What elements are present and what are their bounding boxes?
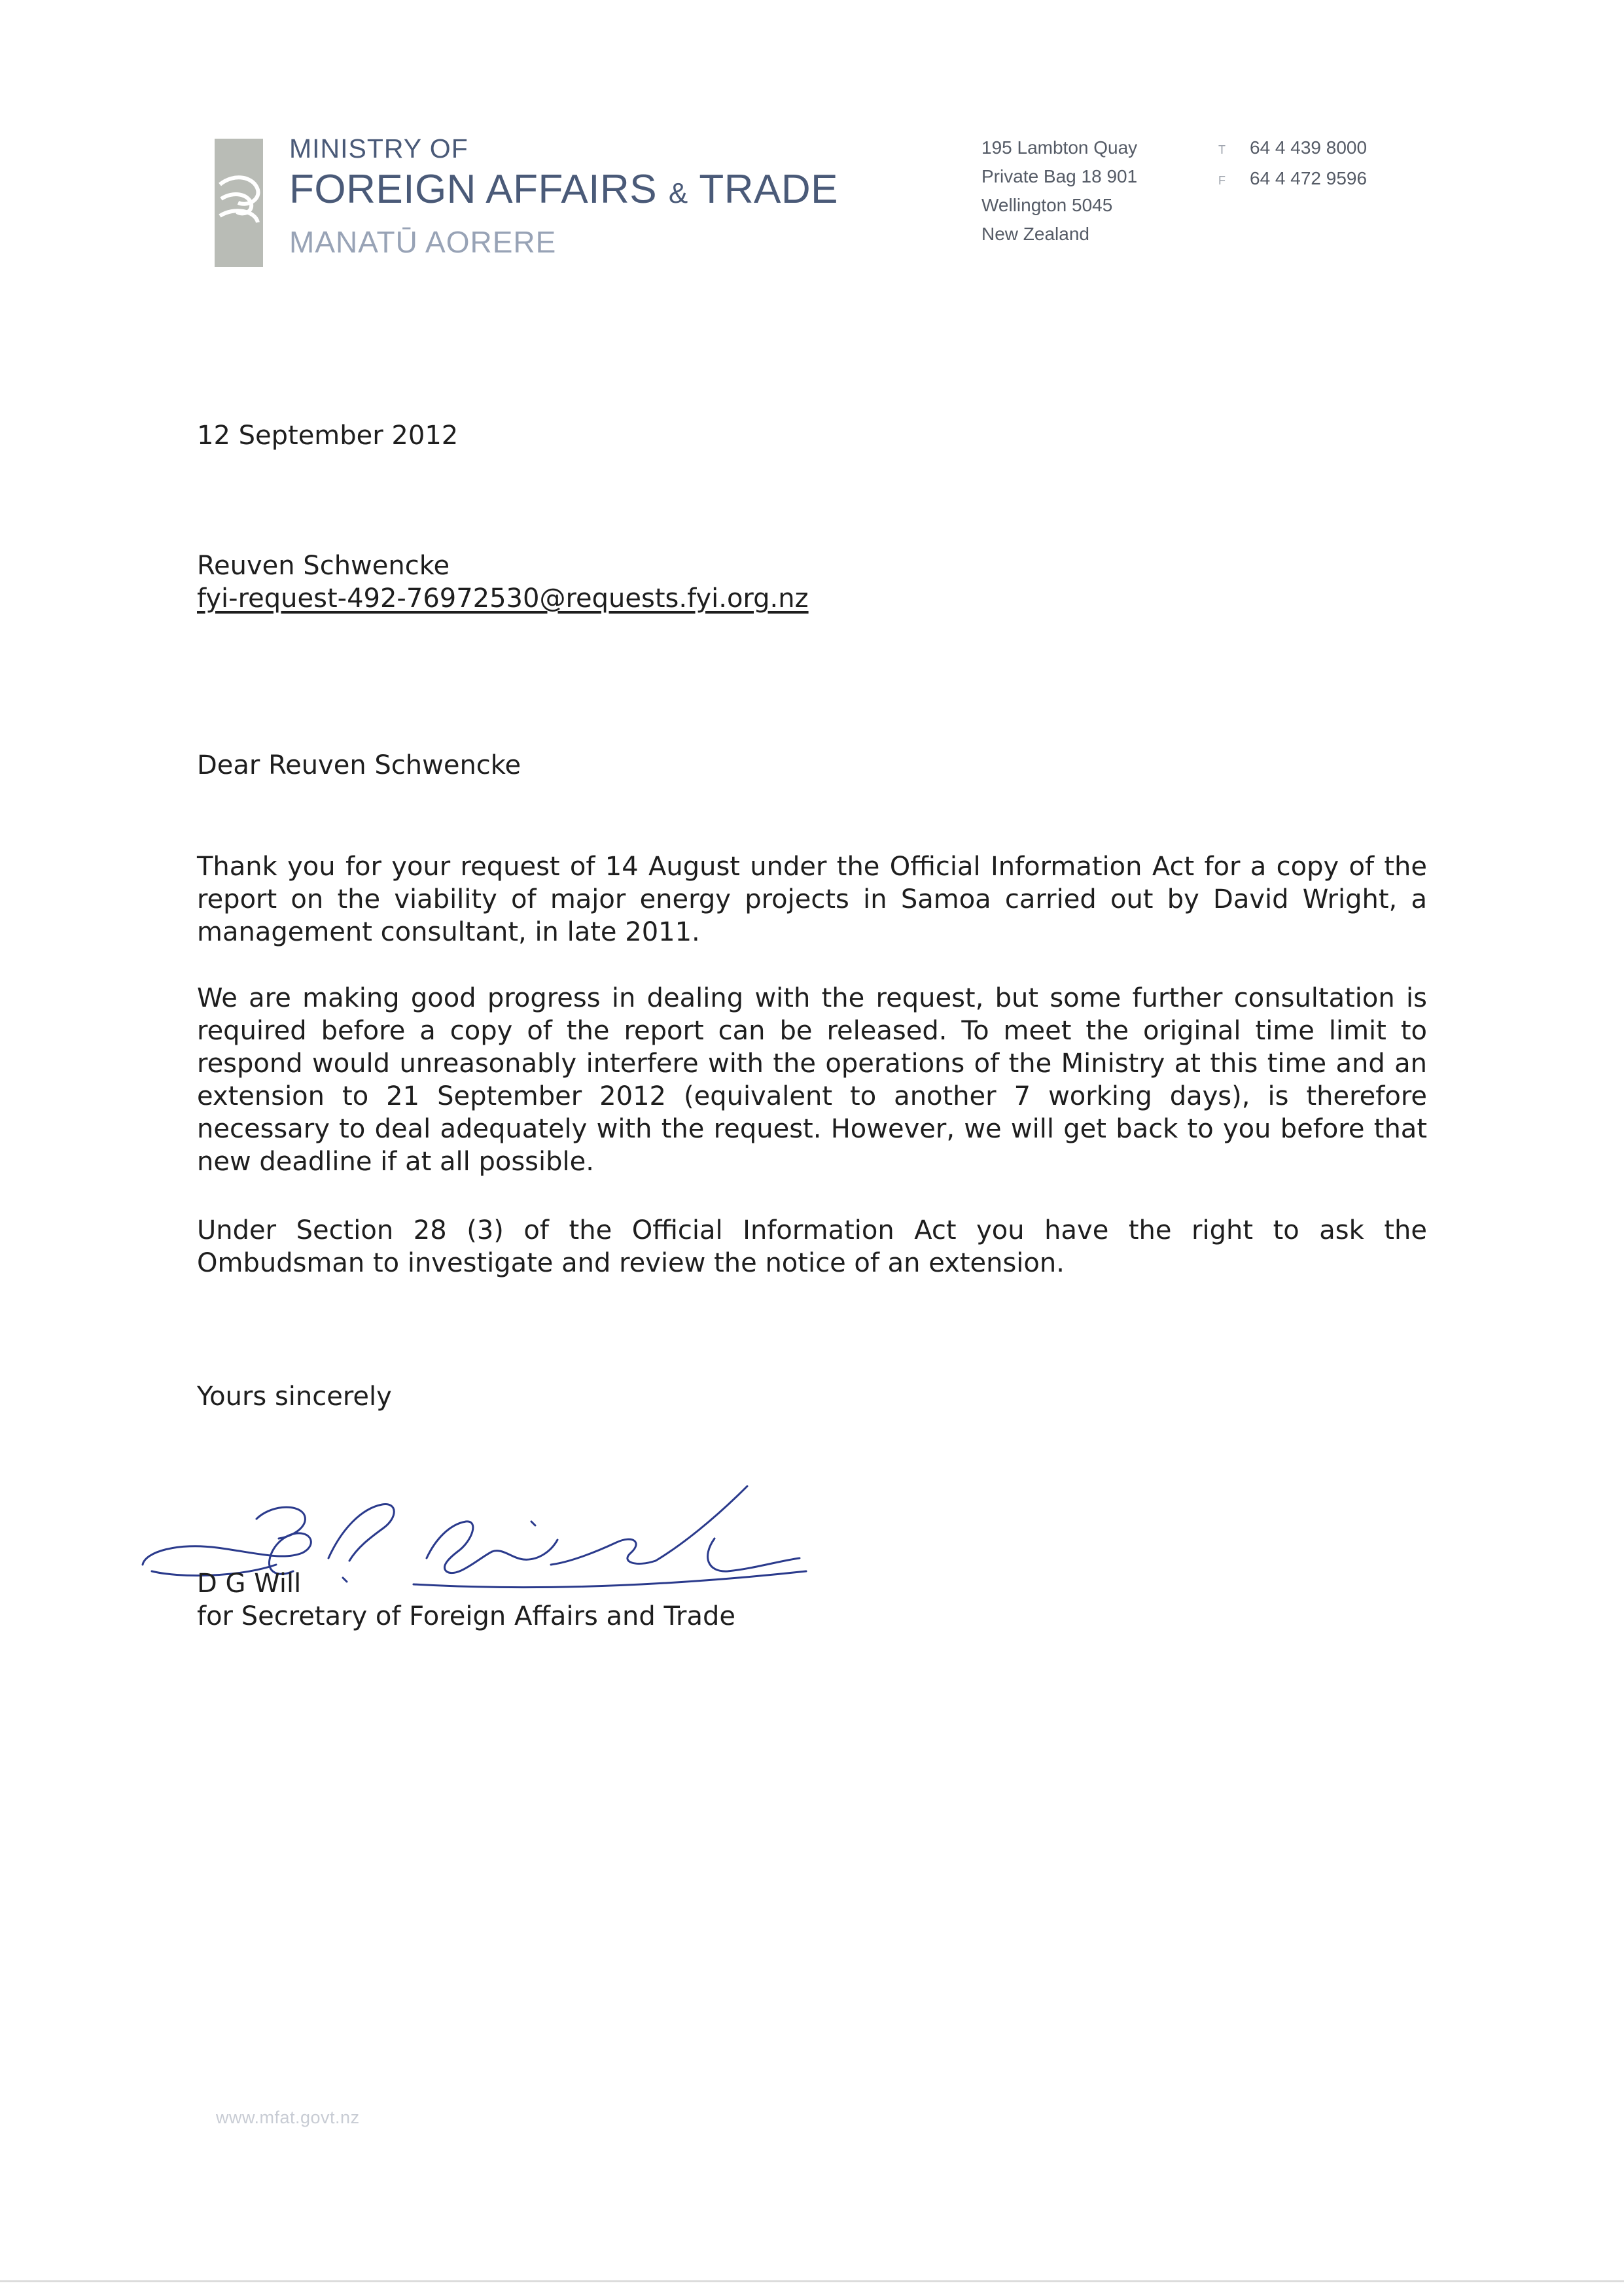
address-line: Private Bag 18 901 (981, 166, 1138, 186)
phone-label: T (1218, 143, 1226, 156)
fax-number: 64 4 472 9596 (1250, 168, 1368, 188)
postal-address (981, 133, 1137, 249)
org-line-1: MINISTRY OF (289, 133, 468, 164)
recipient-name: Reuven Schwencke (197, 551, 450, 581)
fax-line (1218, 164, 1367, 195)
address-line: Wellington 5045 (981, 195, 1113, 215)
body-paragraph: We are making good progress in dealing with the request, but some further consultation is required before a copy of the report can be released. To meet the original time limit to respond would unreasonably interfere with the operations of the Ministry at this time and an extension to 21 September 2012 (equivalent to another 7 working days), is therefore necessary to deal adequately with the request. However, we will get back to you before that new deadline if at all possible. (197, 983, 1427, 1177)
signer-block (197, 1567, 735, 1633)
ministry-wordmark (289, 131, 838, 267)
phone-line (1218, 133, 1367, 164)
org-line-3: MANATŪ AORERE (289, 225, 557, 259)
salutation: Dear Reuven Schwencke (197, 750, 521, 780)
signer-name: D G Will (197, 1569, 302, 1599)
contact-numbers (1218, 133, 1367, 195)
body-paragraph: Under Section 28 (3) of the Official Information Act you have the right to ask the Ombudsman to investigate and review the notice of an extension. (197, 1215, 1427, 1278)
recipient-block (197, 549, 809, 615)
body-paragraph: Thank you for your request of 14 August under the Official Information Act for a copy of the report on the viability of major energy projects in Samoa carried out by David Wright, a management consultant, in late 2011. (197, 852, 1427, 947)
closing: Yours sincerely (197, 1382, 392, 1412)
phone-number: 64 4 439 8000 (1250, 137, 1368, 158)
footer-website[interactable]: www.mfat.govt.nz (216, 2108, 360, 2127)
signer-title: for Secretary of Foreign Affairs and Trade (197, 1601, 736, 1631)
ministry-logo-mark (215, 139, 263, 267)
org-line-2: FOREIGN AFFAIRS & TRADE (289, 167, 838, 212)
fax-label: F (1218, 174, 1226, 187)
address-line: 195 Lambton Quay (981, 137, 1138, 158)
scan-edge-line (0, 2280, 1624, 2282)
letter-date: 12 September 2012 (197, 421, 459, 451)
recipient-email[interactable]: fyi-request-492-76972530@requests.fyi.org.nz (197, 583, 809, 614)
address-line: New Zealand (981, 224, 1089, 244)
